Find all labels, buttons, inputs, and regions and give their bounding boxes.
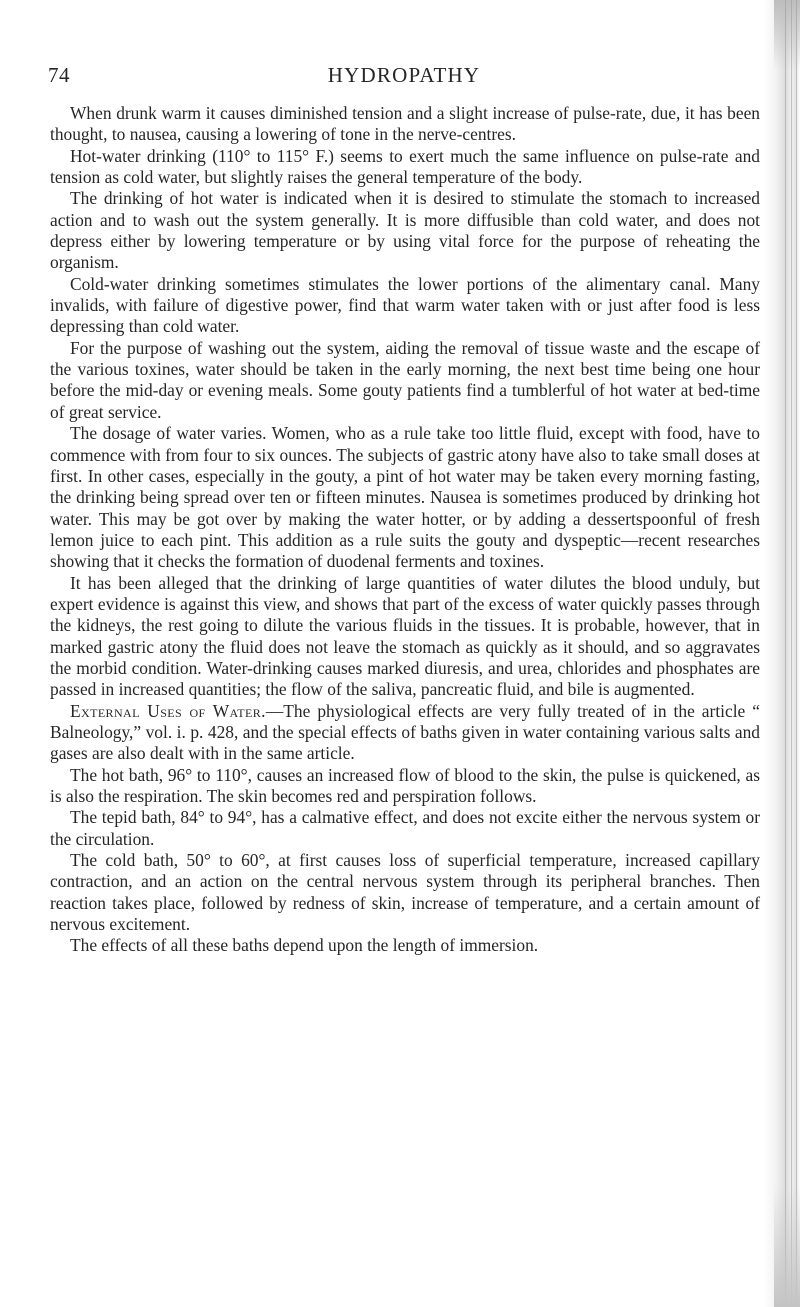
paragraph-dosage: The dosage of water varies. Women, who as a rule take too little fluid, except with food, have to commence with from four to six ounces. The subjects of gastric atony have also to take small doses at first. In other cases, especially in the gouty, a pint of hot water may be taken every morning fasting, the drinking being spread over ten or fifteen minutes. Nausea is sometimes produced by drinking hot water. This may be got over by making the water hotter, or by adding a dessertspoonful of fresh lemon juice to each pint. This addition as a rule suits the gouty and dyspeptic—recent researches showing that it checks the formation of duodenal ferments and toxines. [50, 423, 760, 572]
paragraph-dilution: It has been alleged that the drinking of large quantities of water dilutes the blood unduly, but expert evidence is against this view, and shows that part of the excess of water quickly passes through the kidneys, the rest going to dilute the various fluids in the tissues. It is probable, however, that in marked gastric atony the fluid does not leave the stomach as quickly as it should, and so aggravates the morbid condition. Water-drinking causes marked diuresis, and urea, chlorides and phosphates are passed in increased quantities; the flow of the saliva, pancreatic fluid, and bile is augmented. [50, 572, 760, 700]
page-number: 74 [48, 63, 70, 87]
paragraph-hot-water-indication: The drinking of hot water is indicated when it is desired to stimulate the stomach to increased action and to wash out the system generally. It is more diffusible than cold water, and does not depress either by lowering temperature or by using vital force for the purpose of reheating the organism. [50, 188, 760, 273]
paragraph-washing-out-system: For the purpose of washing out the system, aiding the removal of tissue waste and the escape of the various toxines, water should be taken in the early morning, the next best time being one hour before the mid-day or evening meals. Some gouty patients find a tumblerful of hot water at bed-time of great service. [50, 337, 760, 422]
paragraph-warm-drinking: When drunk warm it causes diminished tension and a slight increase of pulse-rate, due, it has been thought, to nausea, causing a lowering of tone in the nerve-centres. [50, 103, 760, 145]
page-header [48, 63, 760, 95]
paragraph-cold-bath: The cold bath, 50° to 60°, at first causes loss of superficial temperature, increased capillary contraction, and an action on the central nervous system through its peripheral branches. Then reaction takes place, followed by redness of skin, increase of temperature, and a certain amount of nervous excitement. [50, 850, 760, 935]
paragraph-hot-bath: The hot bath, 96° to 110°, causes an increased flow of blood to the skin, the pulse is quickened, as is also the respiration. The skin becomes red and perspiration follows. [50, 764, 760, 806]
paragraph-external-uses [50, 701, 760, 765]
paragraph-tepid-bath: The tepid bath, 84° to 94°, has a calmative effect, and does not excite either the nervous system or the circulation. [50, 807, 760, 849]
paragraph-immersion: The effects of all these baths depend upon the length of immersion. [70, 935, 539, 956]
body-text [50, 103, 760, 957]
paragraph-hot-water-drinking: Hot-water drinking (110° to 115° F.) seems to exert much the same influence on pulse-rate and tension as cold water, but slightly raises the general temperature of the body. [50, 145, 760, 188]
section-heading-external-uses: External Uses of Water. [70, 700, 266, 721]
running-head: HYDROPATHY [327, 63, 481, 87]
paragraph-cold-water-drinking: Cold-water drinking sometimes stimulates the lower portions of the alimentary canal. Many invalids, with failure of digestive power, find that warm water taken with or just after food is less depressing than cold water. [50, 273, 760, 337]
external-uses-text: —The physiological effects are very fully treated of in the article “ Balneology,” vol. i. p. 428, and the special effects of baths given in water containing various salts and gases are also dealt with in the same article. [50, 700, 760, 764]
page-edge-shadow [764, 0, 800, 1307]
